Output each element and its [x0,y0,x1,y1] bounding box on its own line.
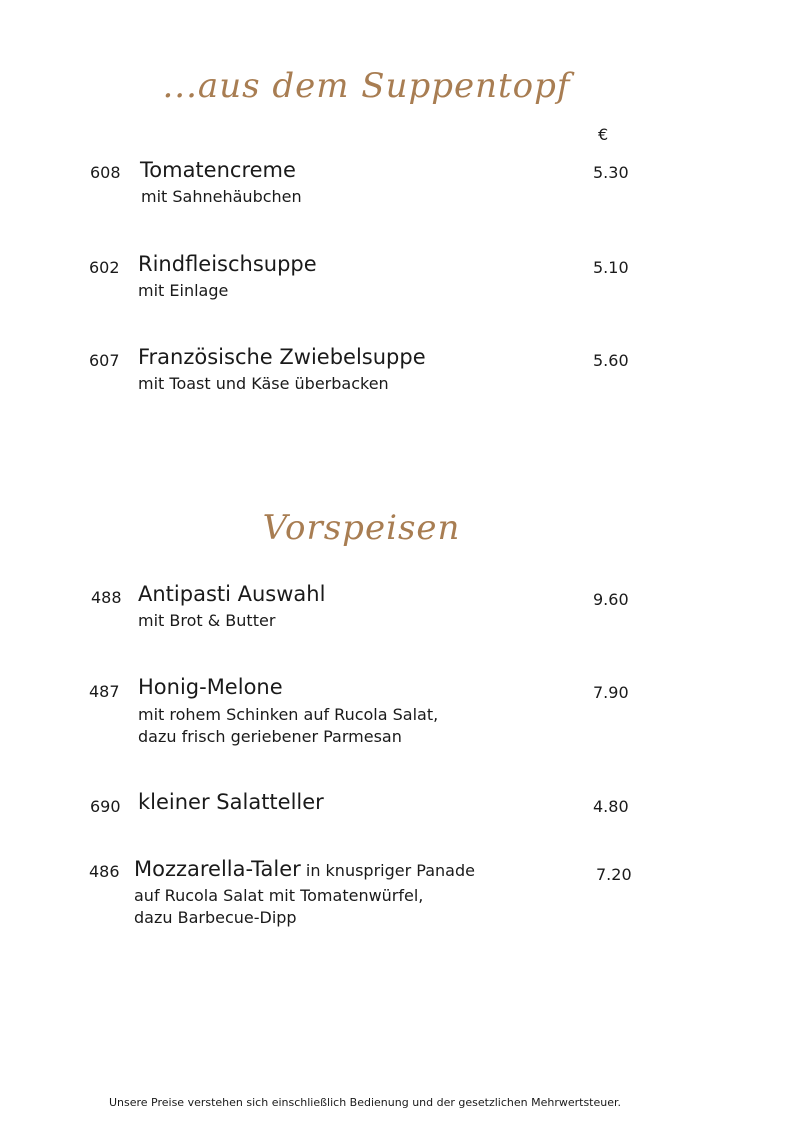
section-title-starters: Vorspeisen [262,508,461,548]
item-description: mit Sahnehäubchen [141,187,302,206]
item-description: auf Rucola Salat mit Tomatenwürfel, [134,886,424,905]
item-description: dazu frisch geriebener Parmesan [138,727,402,746]
item-number: 690 [90,797,121,816]
item-number: 608 [90,163,121,182]
item-price: 7.90 [593,683,629,702]
section-title-soups: ...aus dem Suppentopf [162,66,571,106]
item-price: 5.60 [593,351,629,370]
item-price: 7.20 [596,865,632,884]
item-description: dazu Barbecue-Dipp [134,908,297,927]
item-name-suffix: in knuspriger Panade [300,861,475,880]
item-name-text: Mozzarella-Taler [134,857,301,881]
item-number: 486 [89,862,120,881]
item-name: Honig-Melone [138,675,283,699]
item-description: mit Einlage [138,281,229,300]
item-description: mit rohem Schinken auf Rucola Salat, [138,705,439,724]
item-number: 602 [89,258,120,277]
item-number: 488 [91,588,122,607]
item-price: 5.10 [593,258,629,277]
item-name: Antipasti Auswahl [138,582,326,606]
item-name: Tomatencreme [140,158,296,182]
item-price: 4.80 [593,797,629,816]
item-description: mit Brot & Butter [138,611,276,630]
currency-label: € [598,125,609,144]
item-name: Rindfleischsuppe [138,252,317,276]
item-name [134,857,475,881]
item-number: 487 [89,682,120,701]
item-description: mit Toast und Käse überbacken [138,374,389,393]
item-price: 9.60 [593,590,629,609]
footer-note: Unsere Preise verstehen sich einschließlich Bedienung und der gesetzlichen Mehrwertsteuer. [108,1096,622,1109]
item-number: 607 [89,351,120,370]
item-name: kleiner Salatteller [138,790,324,814]
item-price: 5.30 [593,163,629,182]
item-name: Französische Zwiebelsuppe [138,345,426,369]
